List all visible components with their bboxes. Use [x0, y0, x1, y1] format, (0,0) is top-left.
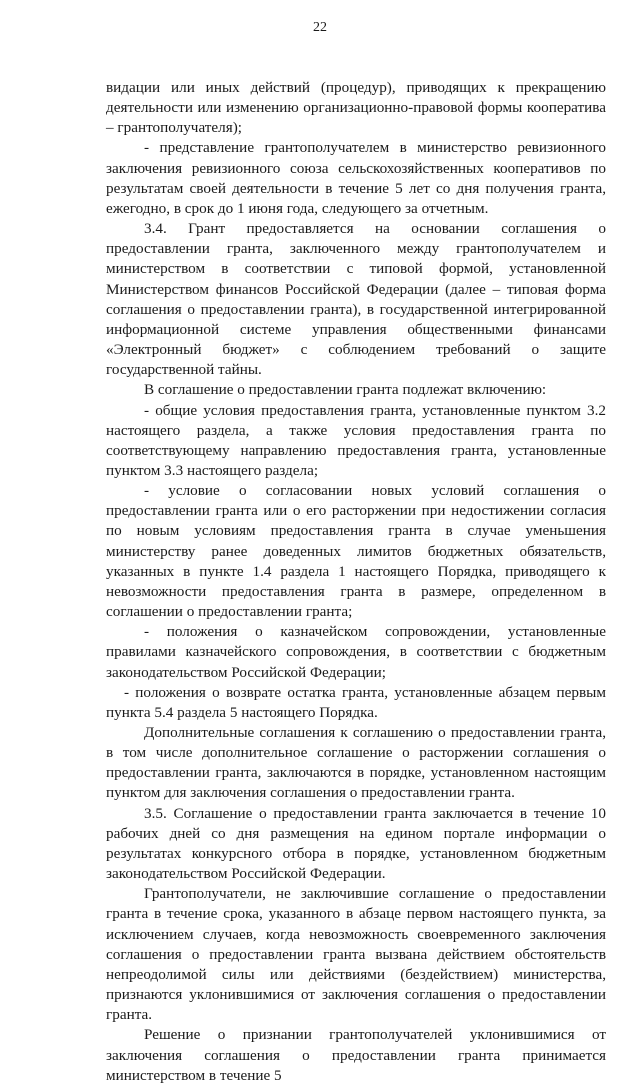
paragraph-11: Грантополучатели, не заключившие соглашение о предоставлении гранта в течение срока, указанного в абзаце первом настоящего пункта, за исключением случаев, когда невозможность своевременного заключения соглашения о предоставлении гранта вызвана действием обстоятельств непреодолимой силы или действиями (бездействием) министерства, признаются уклонившимися от заключения соглашения о предоставлении гранта. — [106, 885, 606, 1024]
paragraph-3: 3.4. Грант предоставляется на основании соглашения о предоставлении гранта, заключенного между грантополучателем и министерством в соответствии с типовой формой, установленной Министерством финансов Российской Федерации (далее – типовая форма соглашения о предоставлении гранта), в государственной интегрированной информационной системе управления общественными финансами «Электронный бюджет» с соблюдением требований о защите государственной тайны. — [106, 220, 606, 379]
page-number: 22 — [313, 20, 327, 35]
paragraph-8: - положения о возврате остатка гранта, установленные абзацем первым пункта 5.4 раздела 5 настоящего Порядка. — [106, 683, 606, 721]
paragraph-7: - положения о казначейском сопровождении, установленные правилами казначейского сопровождения, в соответствии с бюджетным законодательством Российской Федерации; — [106, 623, 606, 681]
paragraph-6: - условие о согласовании новых условий соглашения о предоставлении гранта или о его расторжении при недостижении согласия по новым условиям предоставления гранта в случае уменьшения министерству ранее доведенных лимитов бюджетных обязательств, указанных в пункте 1.4 раздела 1 настоящего Порядка, приводящего к невозможности предоставления гранта в размере, определенном в соглашении о предоставлении гранта; — [106, 482, 606, 621]
paragraph-12: Решение о признании грантополучателей уклонившимися от заключения соглашения о предоставлении гранта принимается министерством в течение 5 — [106, 1026, 606, 1084]
paragraph-4: В соглашение о предоставлении гранта подлежат включению: — [144, 381, 547, 399]
paragraph-2: - представление грантополучателем в министерство ревизионного заключения ревизионного союза сельскохозяйственных кооперативов по результатам своей деятельности в течение 5 лет со дня получения гранта, ежегодно, в срок до 1 июня года, следующего за отчетным. — [106, 139, 606, 217]
paragraph-5: - общие условия предоставления гранта, установленные пунктом 3.2 настоящего раздела, а также условия предоставления гранта по соответствующему направлению предоставления гранта, установленные пунктом 3.3 настоящего раздела; — [106, 401, 606, 479]
paragraph-1: видации или иных действий (процедур), приводящих к прекращению деятельности или изменению организационно-правовой формы кооператива – грантополучателя); — [106, 79, 606, 137]
paragraph-10: 3.5. Соглашение о предоставлении гранта заключается в течение 10 рабочих дней со дня размещения на едином портале информации о результатах конкурсного отбора в порядке, установленном бюджетным законодательством Российской Федерации. — [106, 804, 606, 883]
paragraph-9: Дополнительные соглашения к соглашению о предоставлении гранта, в том числе дополнительное соглашение о расторжении соглашения о предоставлении гранта, заключаются в порядке, установленном настоящим пунктом для заключения соглашения о предоставлении гранта. — [106, 724, 606, 802]
document-body — [106, 78, 606, 1086]
